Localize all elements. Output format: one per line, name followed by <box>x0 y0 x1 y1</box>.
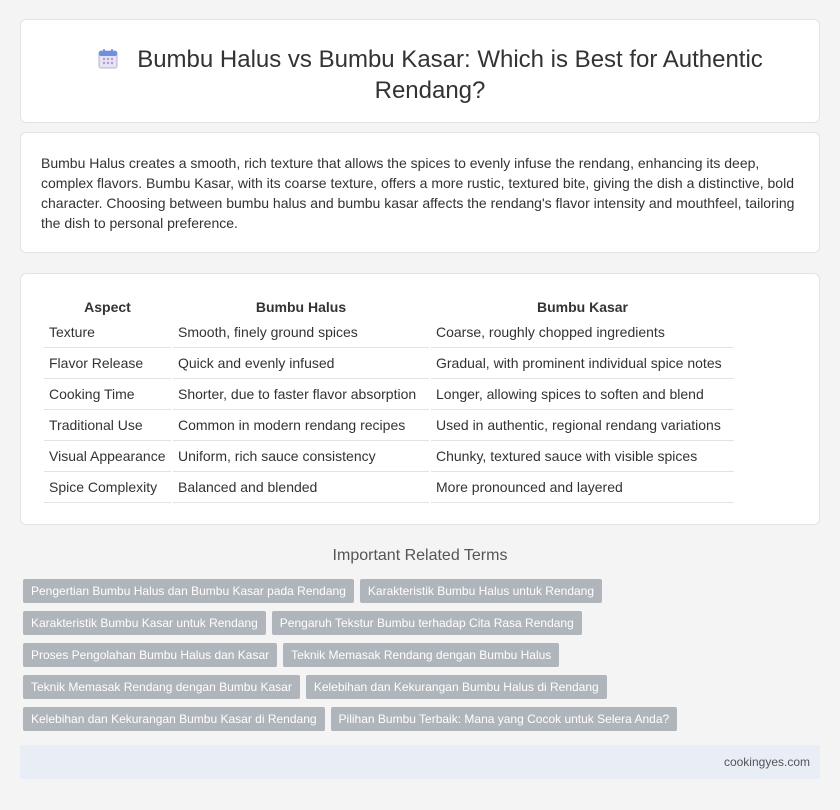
row-kasar: Longer, allowing spices to soften and blend <box>431 379 734 410</box>
table-row <box>44 348 734 379</box>
header-bumbu-halus: Bumbu Halus <box>255 299 347 315</box>
related-term-tag[interactable]: Pengaruh Tekstur Bumbu terhadap Cita Rasa Rendang <box>272 611 582 635</box>
related-term-tag[interactable]: Kelebihan dan Kekurangan Bumbu Kasar di Rendang <box>23 707 325 731</box>
title-card <box>20 19 820 123</box>
tag-row <box>23 675 803 699</box>
table-header-row <box>44 295 734 317</box>
related-term-tag[interactable]: Karakteristik Bumbu Halus untuk Rendang <box>360 579 602 603</box>
calendar-icon <box>97 47 119 69</box>
row-kasar: Used in authentic, regional rendang variations <box>431 410 734 441</box>
row-halus: Balanced and blended <box>173 472 429 503</box>
related-term-tag[interactable]: Karakteristik Bumbu Kasar untuk Rendang <box>23 611 266 635</box>
row-halus: Uniform, rich sauce consistency <box>173 441 429 472</box>
row-halus: Shorter, due to faster flavor absorption <box>173 379 429 410</box>
comparison-table <box>42 295 736 503</box>
comparison-card <box>20 273 820 525</box>
table-row <box>44 441 734 472</box>
row-aspect: Texture <box>44 317 171 348</box>
page-title-wrap <box>81 44 779 106</box>
related-term-tag[interactable]: Proses Pengolahan Bumbu Halus dan Kasar <box>23 643 277 667</box>
tag-row <box>23 643 803 667</box>
intro-paragraph: Bumbu Halus creates a smooth, rich texture that allows the spices to evenly infuse the rendang, enhancing its deep, complex flavors. Bumbu Kasar, with its coarse texture, offers a more rustic, textured bite, giving the dish a distinctive, bold character. Choosing between bumbu halus and bumbu kasar affects the rendang's flavor intensity and mouthfeel, tailoring the dish to personal preference. <box>41 155 795 231</box>
table-row <box>44 317 734 348</box>
related-terms-tags <box>23 579 803 739</box>
row-kasar: Chunky, textured sauce with visible spices <box>431 441 734 472</box>
row-halus: Common in modern rendang recipes <box>173 410 429 441</box>
tag-row <box>23 707 803 731</box>
row-aspect: Visual Appearance <box>44 441 171 472</box>
tag-row <box>23 611 803 635</box>
page-title: Bumbu Halus vs Bumbu Kasar: Which is Best for Authentic Rendang? <box>137 46 763 104</box>
row-aspect: Cooking Time <box>44 379 171 410</box>
table-row <box>44 379 734 410</box>
row-aspect: Spice Complexity <box>44 472 171 503</box>
row-halus: Smooth, finely ground spices <box>173 317 429 348</box>
header-bumbu-kasar: Bumbu Kasar <box>536 299 629 315</box>
footer <box>20 745 820 779</box>
row-kasar: Gradual, with prominent individual spice notes <box>431 348 734 379</box>
related-term-tag[interactable]: Pilihan Bumbu Terbaik: Mana yang Cocok untuk Selera Anda? <box>331 707 678 731</box>
footer-site-link[interactable]: cookingyes.com <box>723 755 810 769</box>
related-terms-title: Important Related Terms <box>332 547 508 564</box>
related-term-tag[interactable]: Teknik Memasak Rendang dengan Bumbu Halus <box>283 643 559 667</box>
row-aspect: Traditional Use <box>44 410 171 441</box>
related-term-tag[interactable]: Pengertian Bumbu Halus dan Bumbu Kasar pada Rendang <box>23 579 354 603</box>
row-aspect: Flavor Release <box>44 348 171 379</box>
tag-row <box>23 579 803 603</box>
table-row <box>44 472 734 503</box>
table-row <box>44 410 734 441</box>
row-kasar: Coarse, roughly chopped ingredients <box>431 317 734 348</box>
related-term-tag[interactable]: Kelebihan dan Kekurangan Bumbu Halus di Rendang <box>306 675 607 699</box>
related-term-tag[interactable]: Teknik Memasak Rendang dengan Bumbu Kasar <box>23 675 300 699</box>
row-halus: Quick and evenly infused <box>173 348 429 379</box>
intro-card <box>20 132 820 253</box>
row-kasar: More pronounced and layered <box>431 472 734 503</box>
header-aspect: Aspect <box>84 299 131 315</box>
